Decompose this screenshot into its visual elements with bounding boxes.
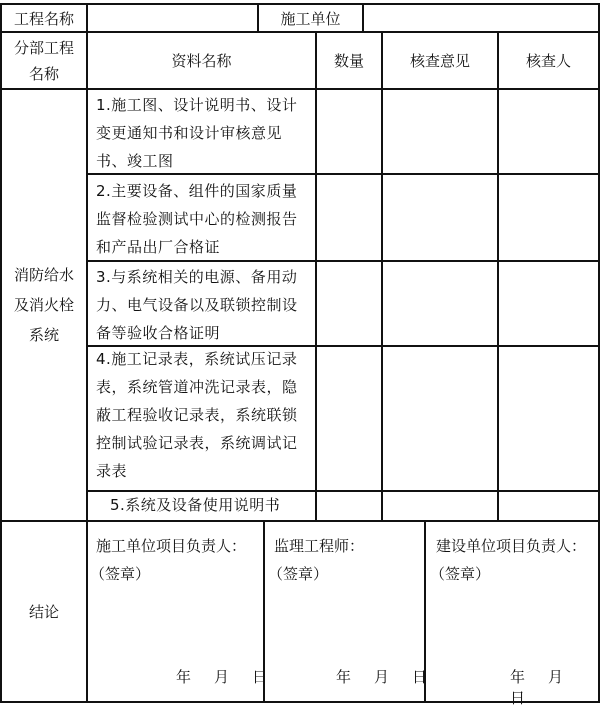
construction-unit-label: 施工单位 <box>280 9 341 28</box>
check-opinion-header: 核查意见 <box>409 52 470 70</box>
owner-signer-sign: （签章） <box>430 565 491 583</box>
construction-signer-sign: （签章） <box>90 565 151 583</box>
checker-header: 核查人 <box>525 52 571 70</box>
date-year: 年 <box>510 668 527 686</box>
construction-signer-date <box>176 666 268 687</box>
conclusion-label: 结论 <box>28 603 59 621</box>
date-year: 年 <box>176 668 193 686</box>
sub-project-header: 分部工程名称 <box>13 38 74 83</box>
supervisor-signer-date <box>336 666 428 687</box>
project-name-label: 工程名称 <box>13 9 74 28</box>
date-day: 日 <box>412 668 429 686</box>
construction-signer-role: 施工单位项目负责人： <box>96 537 247 555</box>
rule <box>86 3 88 703</box>
sub-project-name: 消防给水及消火栓系统 <box>13 266 74 344</box>
list-item: 2.主要设备、组件的国家质量监督检验测试中心的检测报告和产品出厂合格证 <box>96 182 298 256</box>
supervisor-signer-sign: （签章） <box>268 565 329 583</box>
rule <box>381 31 383 522</box>
date-year: 年 <box>336 668 353 686</box>
construction-unit-value <box>364 5 598 31</box>
list-item: 1.施工图、设计说明书、设计变更通知书和设计审核意见书、竣工图 <box>96 96 298 170</box>
owner-signer-date <box>510 666 600 708</box>
date-month: 月 <box>374 668 391 686</box>
list-item: 5.系统及设备使用说明书 <box>110 496 281 514</box>
quantity-header: 数量 <box>333 52 364 70</box>
project-name-value <box>88 5 257 31</box>
material-name-header: 资料名称 <box>171 52 232 70</box>
rule <box>315 31 317 522</box>
owner-signer-role: 建设单位项目负责人： <box>436 537 587 555</box>
date-day: 日 <box>252 668 269 686</box>
list-item: 3.与系统相关的电源、备用动力、电气设备以及联锁控制设备等验收合格证明 <box>96 268 298 342</box>
list-item: 4.施工记录表，系统试压记录表，系统管道冲洗记录表，隐蔽工程验收记录表，系统联锁控制试验记录表，系统调试记录表 <box>96 350 298 480</box>
rule <box>0 88 600 90</box>
rule <box>0 520 600 522</box>
date-month: 月 <box>548 668 565 686</box>
date-month: 月 <box>214 668 231 686</box>
date-day: 日 <box>510 689 527 707</box>
rule <box>497 31 499 522</box>
supervisor-signer-role: 监理工程师： <box>274 537 365 555</box>
